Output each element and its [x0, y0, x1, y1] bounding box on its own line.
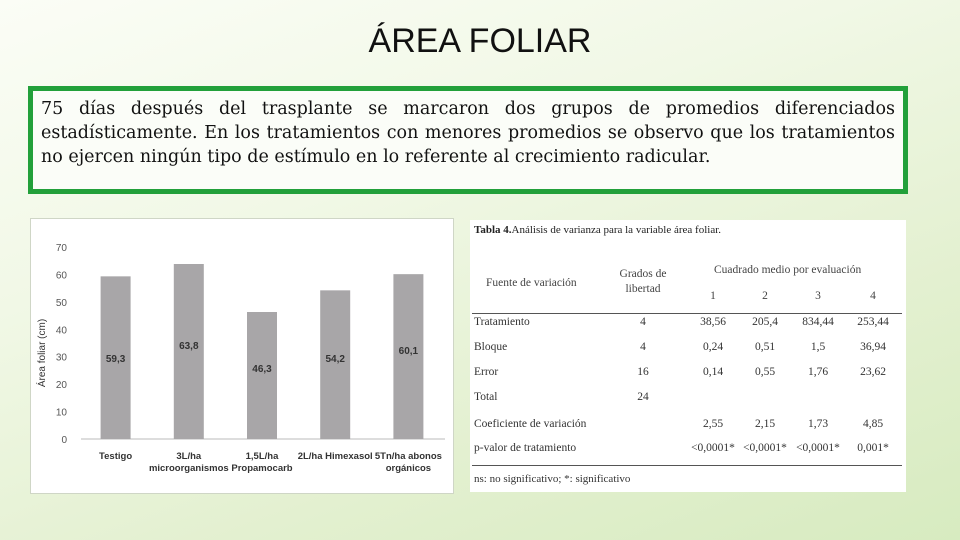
bar-value-label: 60,1 [398, 346, 419, 357]
row-value: <0,0001* [691, 442, 735, 454]
header-group: Cuadrado medio por evaluación [714, 264, 862, 276]
row-value: 1,5 [810, 341, 826, 353]
row-value: 0,51 [754, 341, 776, 353]
table-footnote: ns: no significativo; *: significativo [474, 473, 631, 485]
bar-chart-canvas [31, 219, 455, 495]
row-value: 253,44 [857, 316, 889, 328]
row-value: 0,14 [702, 366, 724, 378]
row-source: Error [474, 366, 499, 378]
anova-table [470, 220, 906, 492]
slide-title: ÁREA FOLIAR [368, 22, 592, 60]
row-value: 1,76 [807, 366, 829, 378]
x-tick-label: microorganismos [148, 463, 229, 474]
row-source: p-valor de tratamiento [474, 442, 577, 454]
table-caption-text: Análisis de varianza para la variable área foliar. [511, 224, 722, 236]
header-df-line1: Grados de [619, 268, 667, 280]
row-value: 2,15 [754, 418, 776, 430]
summary-text: 75 días después del trasplante se marcaron dos grupos de promedios diferenciados estadísticamente. En los tratamientos con menores promedios se observo que los tratamientos no ejercen ningún tipo de estímulo en lo referente al crecimiento radicular. [41, 99, 895, 167]
row-value: 0,001* [857, 442, 889, 454]
bar-value-label: 54,2 [325, 354, 345, 365]
row-source: Tratamiento [474, 316, 530, 328]
bar-chart [30, 218, 454, 494]
x-tick-label: 3L/ha [176, 451, 202, 462]
y-tick-label: 60 [55, 270, 67, 282]
x-tick-label: Testigo [99, 451, 133, 462]
bar-value-label: 46,3 [252, 364, 272, 375]
x-tick-label: Propamocarb [231, 463, 293, 474]
summary-textbox [28, 86, 908, 194]
row-df: 16 [637, 366, 649, 378]
x-tick-label: 5Tn/ha abonos [374, 451, 442, 462]
y-axis-label: Área foliar (cm) [37, 318, 48, 388]
row-df: 24 [637, 391, 649, 403]
bar [247, 312, 277, 439]
header-eval-2: 2 [762, 290, 768, 302]
row-source: Total [474, 391, 498, 403]
y-tick-label: 50 [55, 297, 67, 309]
row-value: 23,62 [860, 366, 886, 378]
y-tick-label: 40 [55, 325, 67, 337]
row-value: 36,94 [860, 341, 886, 353]
table-bottom-rule [472, 465, 902, 466]
y-tick-label: 20 [55, 380, 67, 392]
table-caption-label: Tabla 4. [474, 224, 512, 236]
row-value: 38,56 [700, 316, 726, 328]
row-source: Coeficiente de variación [474, 418, 587, 430]
header-eval-4: 4 [870, 290, 876, 302]
table-header-rule [472, 313, 902, 314]
x-tick-label: 1,5L/ha [245, 451, 279, 462]
bar-value-label: 59,3 [105, 354, 126, 365]
row-source: Bloque [474, 341, 508, 353]
row-value: <0,0001* [743, 442, 787, 454]
table-caption [474, 224, 721, 236]
y-tick-label: 10 [55, 407, 67, 419]
header-df-line2: libertad [625, 283, 661, 295]
x-tick-label: orgánicos [385, 463, 432, 474]
y-tick-label: 0 [61, 435, 67, 446]
header-source: Fuente de variación [486, 277, 577, 289]
header-eval-3: 3 [815, 290, 821, 302]
row-value: 4,85 [862, 418, 884, 430]
row-value: 834,44 [802, 316, 834, 328]
row-value: 0,24 [702, 341, 724, 353]
row-value: 205,4 [752, 316, 778, 328]
row-value: <0,0001* [796, 442, 840, 454]
y-tick-label: 70 [55, 243, 67, 254]
row-df: 4 [640, 341, 646, 353]
row-value: 2,55 [702, 418, 724, 430]
row-value: 0,55 [754, 366, 776, 378]
header-eval-1: 1 [710, 290, 716, 302]
row-value: 1,73 [807, 418, 829, 430]
y-tick-label: 30 [55, 352, 67, 364]
bar-value-label: 63,8 [179, 341, 199, 352]
row-df: 4 [640, 316, 646, 328]
x-tick-label: 2L/ha Himexasol [297, 451, 373, 462]
